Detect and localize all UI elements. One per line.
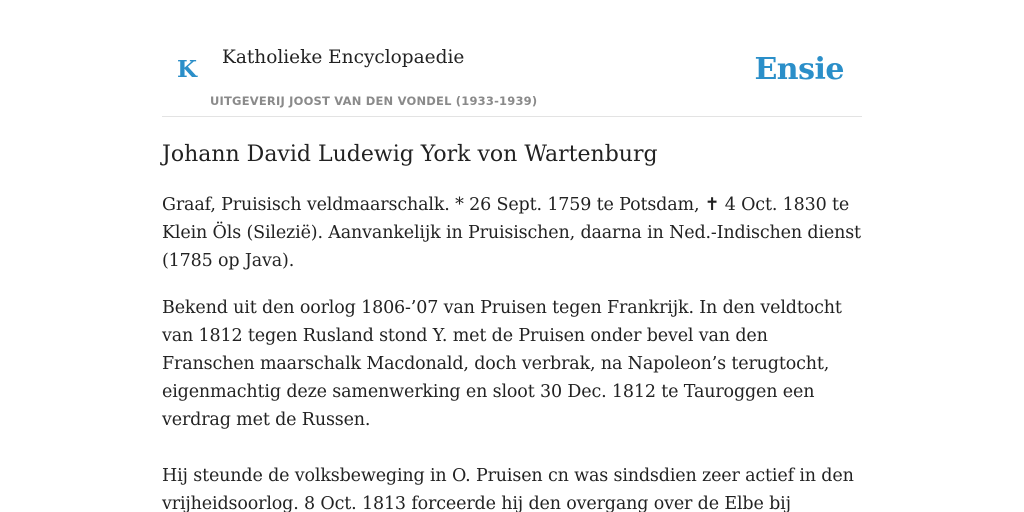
article-title: Johann David Ludewig York von Wartenburg	[162, 142, 658, 167]
ensie-logo[interactable]: Ensie	[754, 52, 844, 87]
article-paragraph: Hij steunde de volksbeweging in O. Pruisen cn was sindsdien zeer actief in den vrijheidsoorlog. 8 Oct. 1813 forceerde hij den overgang over de Elbe bij	[162, 466, 854, 512]
article	[162, 136, 862, 512]
article-paragraph: Graaf, Pruisisch veldmaarschalk. * 26 Sept. 1759 te Potsdam, ✝ 4 Oct. 1830 te Klein Öls (Silezië). Aanvankelijk in Pruisischen, daarna in Ned.-Indischen dienst (1785 op Java).	[162, 195, 861, 271]
article-paragraph: Bekend uit den oorlog 1806-’07 van Pruisen tegen Frankrijk. In den veldtocht van 1812 tegen Rusland stond Y. met de Pruisen onder bevel van den Franschen maarschalk Macdonald, doch verbrak, na Napoleon’s terugtocht, eigenmachtig deze samenwerking en sloot 30 Dec. 1812 te Tauroggen een verdrag met de Russen.	[162, 298, 842, 430]
site-header	[162, 0, 862, 117]
book-title-link[interactable]: Katholieke Encyclopaedie	[222, 47, 465, 68]
book-logo-icon[interactable]: K	[177, 56, 197, 83]
publisher-label: UITGEVERIJ JOOST VAN DEN VONDEL (1933-1939)	[210, 94, 538, 108]
